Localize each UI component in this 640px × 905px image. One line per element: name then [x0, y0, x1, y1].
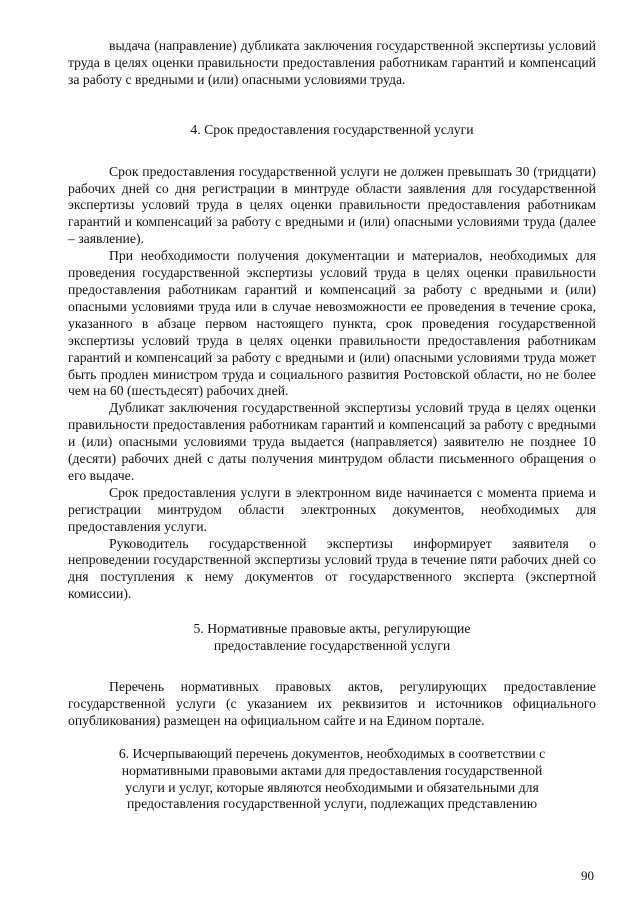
section-6-heading-line-4: предоставления государственной услуги, подлежащих представлению — [126, 796, 538, 812]
section-4-paragraph-3: Дубликат заключения государственной экспертизы условий труда в целях оценки правильности предоставления работникам гарантий и компенсаций за работу с вредными и (или) опасными условиями труда выдается (направляется) заявителю не позднее 10 (десяти) рабочих дней с даты получения минтрудом области письменного обращения о его выдаче. — [68, 400, 596, 483]
section-4-paragraph-1: Срок предоставления государственной услуги не должен превышать 30 (тридцати) рабочих дней со дня регистрации в минтруде области заявления для государственной экспертизы условий труда в целях оценки правильности предоставления работникам гарантий и компенсаций за работу с вредными и (или) опасными условиями труда (далее – заявление). — [68, 163, 596, 247]
section-5-heading — [68, 621, 596, 655]
document-body — [68, 38, 596, 813]
section-6-heading — [68, 746, 596, 814]
section-6-heading-line-2: нормативными правовыми актами для предоставления государственной — [121, 762, 543, 778]
section-4-paragraph-4: Срок предоставления услуги в электронном виде начинается с момента приема и регистрации минтрудом области электронных документов, необходимых для предоставления услуги. — [68, 484, 596, 534]
section-4-paragraph-5: Руководитель государственной экспертизы информирует заявителя о непроведении государственной экспертизы условий труда в течение пяти рабочих дней со дня поступления к нему документов от государственного эксперта (экспертной комиссии). — [68, 535, 596, 602]
section-6-heading-line-1: 6. Исчерпывающий перечень документов, необходимых в соответствии с — [118, 745, 546, 761]
section-4-heading: 4. Срок предоставления государственной услуги — [190, 121, 474, 137]
section-6-heading-line-3: услуги и услуг, которые являются необходимыми и обязательными для — [125, 779, 539, 795]
section-4-paragraph-2: При необходимости получения документации и материалов, необходимых для проведения государственной экспертизы условий труда в целях оценки правильности предоставления работникам гарантий и компенсаций за работу с вредными и (или) опасными условиями труда или в случае невозможности ее проведения в течение срока, указанного в абзаце первом настоящего пункта, срок проведения государственной экспертизы условий труда в целях оценки правильности предоставления работникам гарантий и компенсаций за работу с вредными и (или) опасными условиями труда может быть продлен министром труда и социального развития Ростовской области, но не более чем на 60 (шестьдесят) рабочих дней. — [68, 248, 596, 399]
section-5-paragraph: Перечень нормативных правовых актов, регулирующих предоставление государственной услуги (с указанием их реквизитов и источников официального опубликования) размещен на официальном сайте и на Едином портале. — [68, 679, 596, 728]
intro-paragraph: выдача (направление) дубликата заключения государственной экспертизы условий труда в целях оценки правильности предоставления работникам гарантий и компенсаций за работу с вредными и (или) опасными условиями труда. — [68, 38, 596, 87]
section-5-heading-line-1: 5. Нормативные правовые акты, регулирующие — [193, 621, 471, 637]
page-number: 90 — [581, 868, 594, 883]
section-5-heading-line-2: предоставление государственной услуги — [213, 638, 451, 654]
